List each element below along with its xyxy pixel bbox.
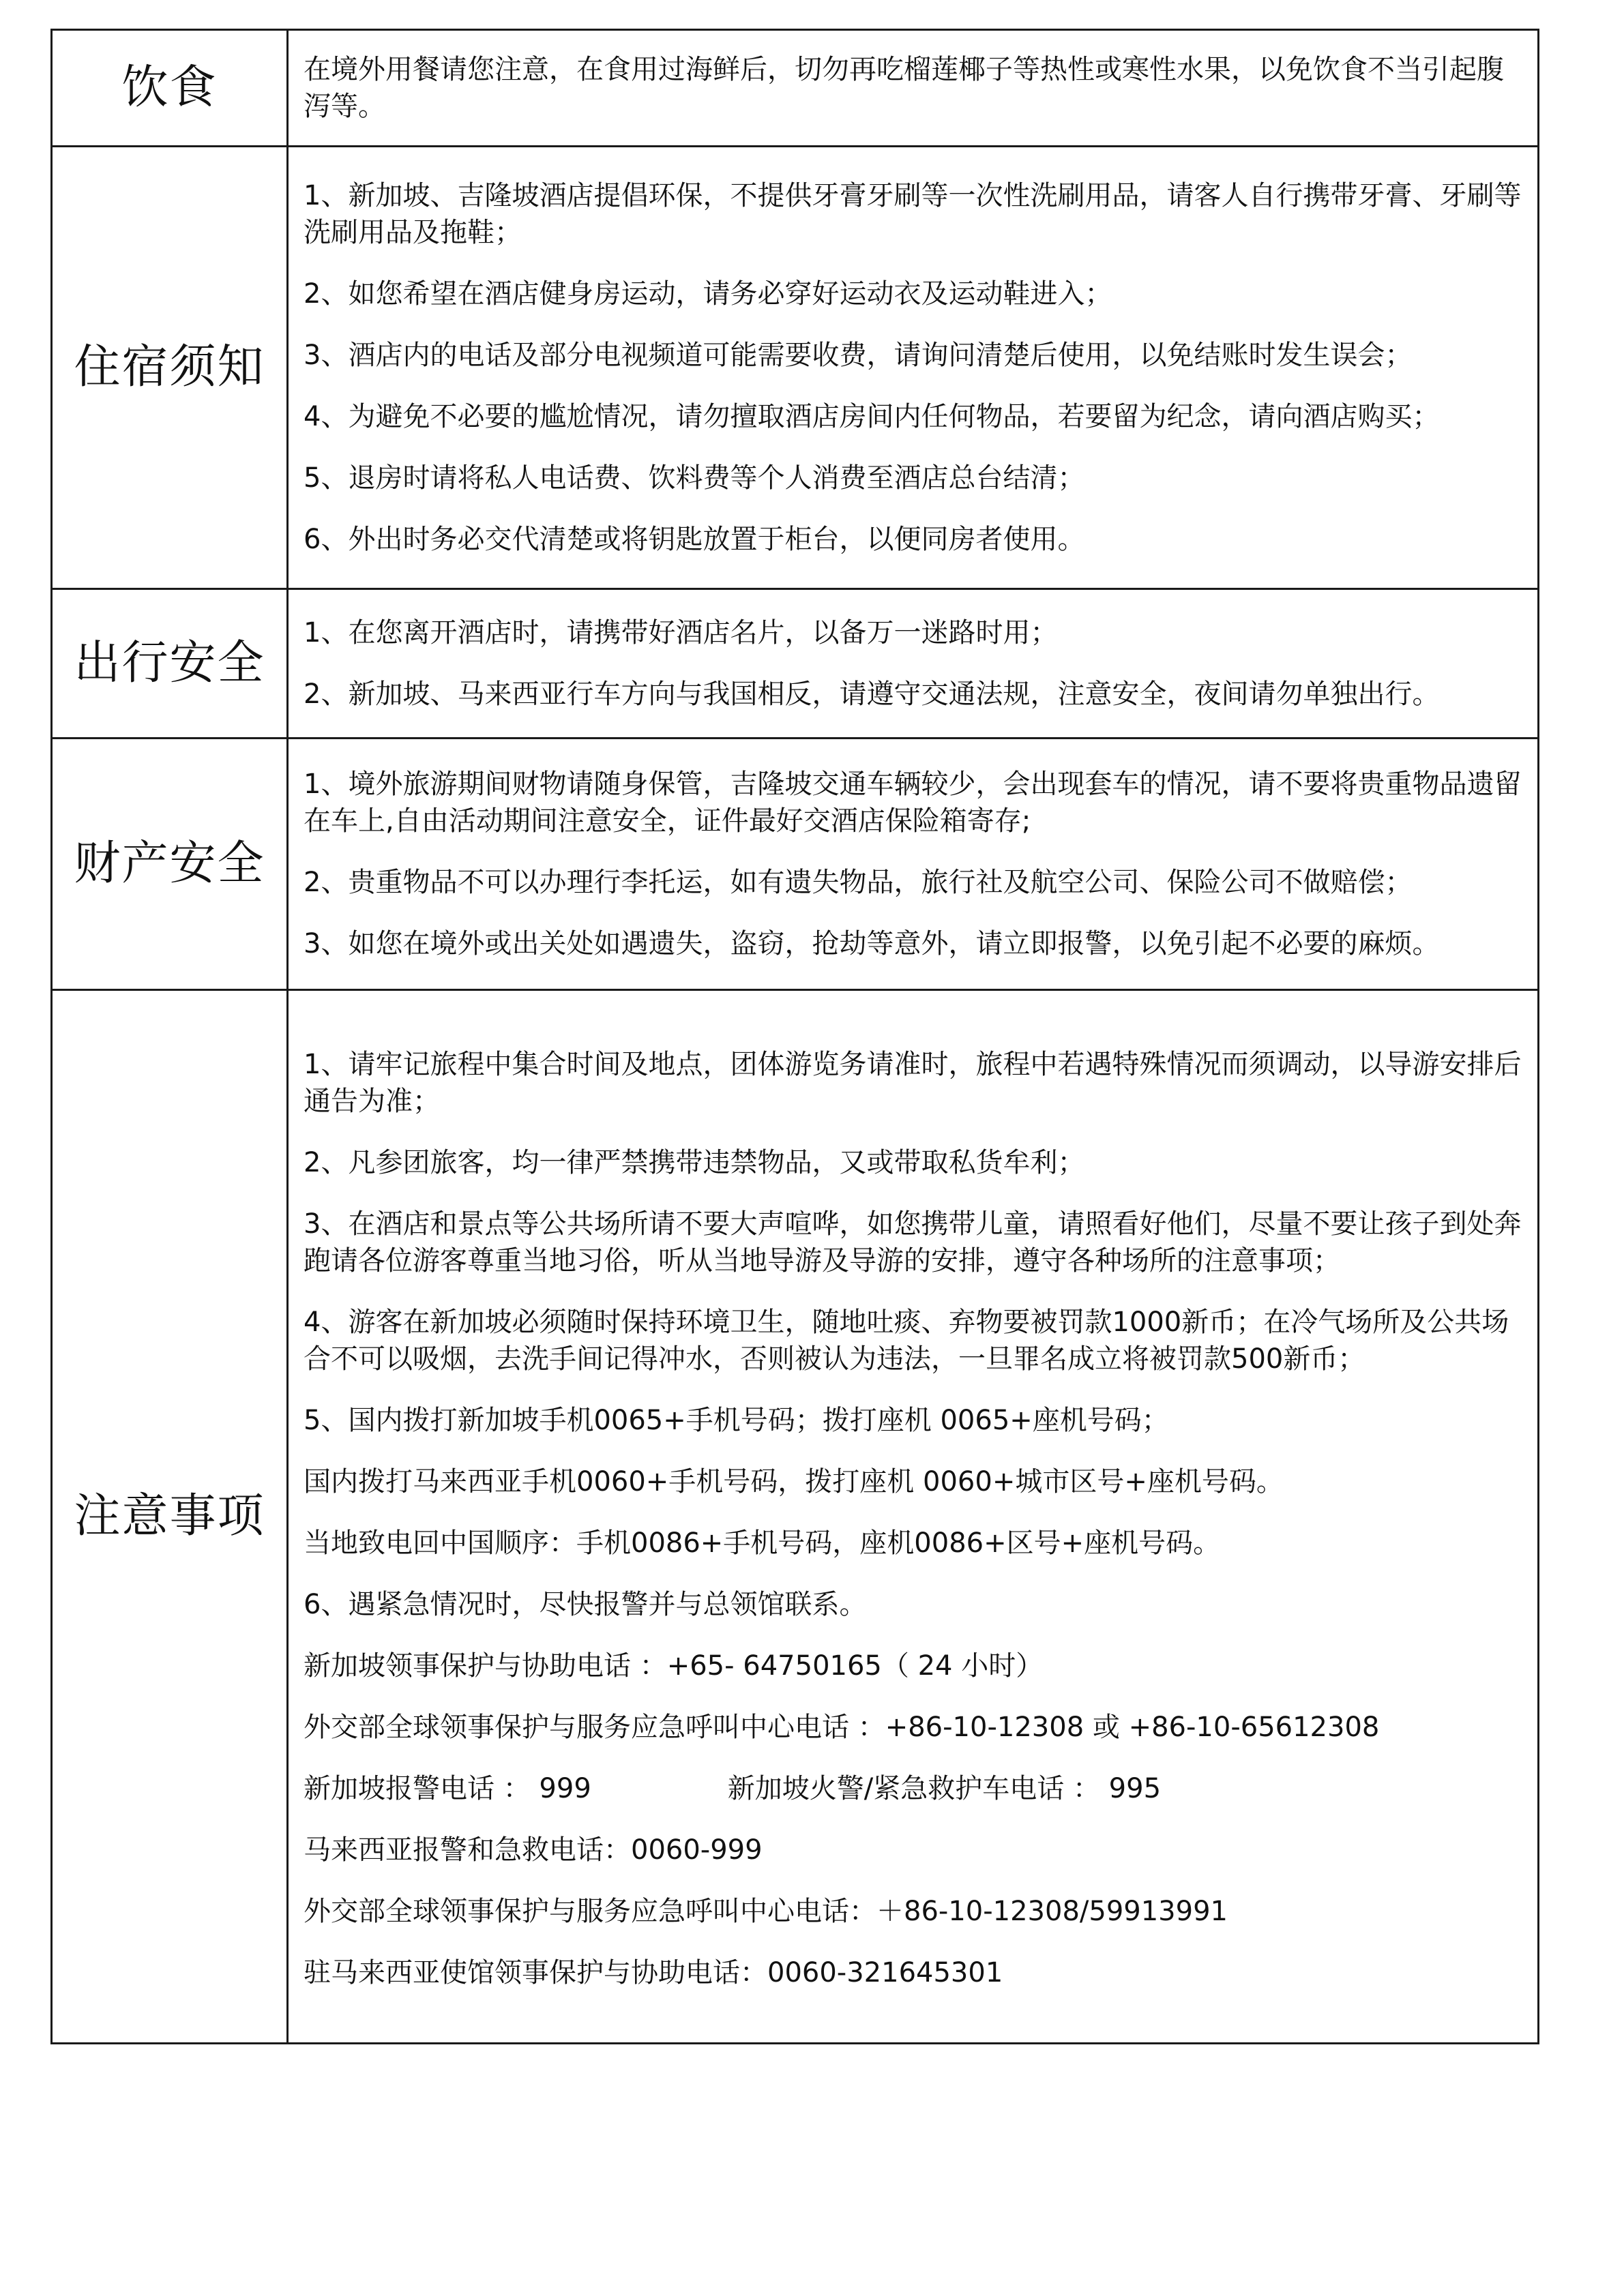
section-body-notes xyxy=(288,990,1539,2044)
notes-line-7: 当地致电回中国顺序：手机0086+手机号码，座机0086+区号+座机号码。 xyxy=(304,1527,1221,1559)
section-row-lodging xyxy=(52,147,1539,589)
notes-tail-line-1: 马来西亚报警和急救电话：0060-999 xyxy=(304,1834,763,1866)
section-row-travel-safety xyxy=(52,589,1539,739)
notes-line-4: 4、游客在新加坡必须随时保持环境卫生，随地吐痰、弃物要被罚款1000新币；在冷气场所及公共场合不可以吸烟，去洗手间记得冲水，否则被认为违法，一旦罪名成立将被罚款500新币； xyxy=(304,1307,1509,1375)
section-title-diet: 饮食 xyxy=(52,30,288,147)
notes-line-8: 6、遇紧急情况时，尽快报警并与总领馆联系。 xyxy=(304,1589,867,1620)
section-row-property-safety xyxy=(52,739,1539,990)
singapore-fire-ambulance-phone: 新加坡火警/紧急救护车电话 ： 995 xyxy=(727,1773,1162,1804)
notes-tail-line-3: 驻马来西亚使馆领事保护与协助电话：0060-321645301 xyxy=(304,1957,1003,1988)
notes-line-9: 新加坡领事保护与协助电话 ：+65- 64750165（ 24 小时） xyxy=(304,1650,1044,1682)
diet-line: 在境外用餐请您注意，在食用过海鲜后，切勿再吃榴莲椰子等热性或寒性水果，以免饮食不当引起腹泻等。 xyxy=(304,54,1504,122)
lodging-line-5: 5、退房时请将私人电话费、饮料费等个人消费至酒店总台结清； xyxy=(304,462,1085,494)
travel-line-1: 1、在您离开酒店时，请携带好酒店名片，以备万一迷路时用； xyxy=(304,617,1058,648)
lodging-line-1: 1、新加坡、吉隆坡酒店提倡环保，不提供牙膏牙刷等一次性洗刷用品，请客人自行携带牙膏、牙刷等洗刷用品及拖鞋； xyxy=(304,180,1522,248)
property-line-2: 2、贵重物品不可以办理行李托运，如有遗失物品，旅行社及航空公司、保险公司不做赔偿； xyxy=(304,867,1413,898)
lodging-line-3: 3、酒店内的电话及部分电视频道可能需要收费，请询问清楚后使用，以免结账时发生误会； xyxy=(304,340,1413,371)
section-title-lodging: 住宿须知 xyxy=(52,147,288,589)
police-phone-line xyxy=(304,1758,1522,1819)
notes-line-10: 外交部全球领事保护与服务应急呼叫中心电话 ：+86-10-12308 或 +86-10-65612308 xyxy=(304,1712,1380,1743)
section-body-lodging xyxy=(288,147,1539,589)
section-title-property-safety: 财产安全 xyxy=(52,739,288,990)
notes-line-5: 5、国内拨打新加坡手机0065+手机号码；拨打座机 0065+座机号码； xyxy=(304,1405,1169,1436)
notes-line-1: 1、请牢记旅程中集合时间及地点，团体游览务请准时，旅程中若遇特殊情况而须调动，以导游安排后通告为准； xyxy=(304,1049,1522,1117)
section-body-travel-safety xyxy=(288,589,1539,739)
travel-line-2: 2、新加坡、马来西亚行车方向与我国相反，请遵守交通法规，注意安全，夜间请勿单独出行。 xyxy=(304,679,1440,710)
section-body-diet xyxy=(288,30,1539,147)
lodging-line-2: 2、如您希望在酒店健身房运动，请务必穿好运动衣及运动鞋进入； xyxy=(304,278,1112,310)
lodging-line-4: 4、为避免不必要的尴尬情况，请勿擅取酒店房间内任何物品，若要留为纪念，请向酒店购买； xyxy=(304,401,1440,432)
singapore-police-phone: 新加坡报警电话 ： 999 xyxy=(304,1773,591,1804)
property-line-1: 1、境外旅游期间财物请随身保管，吉隆坡交通车辆较少，会出现套车的情况，请不要将贵重物品遗留在车上,自由活动期间注意安全，证件最好交酒店保险箱寄存; xyxy=(304,769,1522,837)
notes-tail-line-2: 外交部全球领事保护与服务应急呼叫中心电话：＋86-10-12308/59913991 xyxy=(304,1896,1228,1927)
property-line-3: 3、如您在境外或出关处如遇遗失，盗窃，抢劫等意外，请立即报警，以免引起不必要的麻烦。 xyxy=(304,928,1440,959)
section-row-notes xyxy=(52,990,1539,2044)
section-title-travel-safety: 出行安全 xyxy=(52,589,288,739)
travel-notice-table xyxy=(50,29,1539,2044)
section-row-diet xyxy=(52,30,1539,147)
notes-line-3: 3、在酒店和景点等公共场所请不要大声喧哗，如您携带儿童，请照看好他们，尽量不要让孩子到处奔跑请各位游客尊重当地习俗，听从当地导游及导游的安排，遵守各种场所的注意事项； xyxy=(304,1208,1522,1277)
notes-line-2: 2、凡参团旅客，均一律严禁携带违禁物品，又或带取私货牟利； xyxy=(304,1147,1085,1178)
lodging-line-6: 6、外出时务必交代清楚或将钥匙放置于柜台，以便同房者使用。 xyxy=(304,524,1085,555)
notes-line-6: 国内拨打马来西亚手机0060+手机号码，拨打座机 0060+城市区号+座机号码。 xyxy=(304,1466,1284,1497)
section-body-property-safety xyxy=(288,739,1539,990)
section-title-notes: 注意事项 xyxy=(52,990,288,2044)
